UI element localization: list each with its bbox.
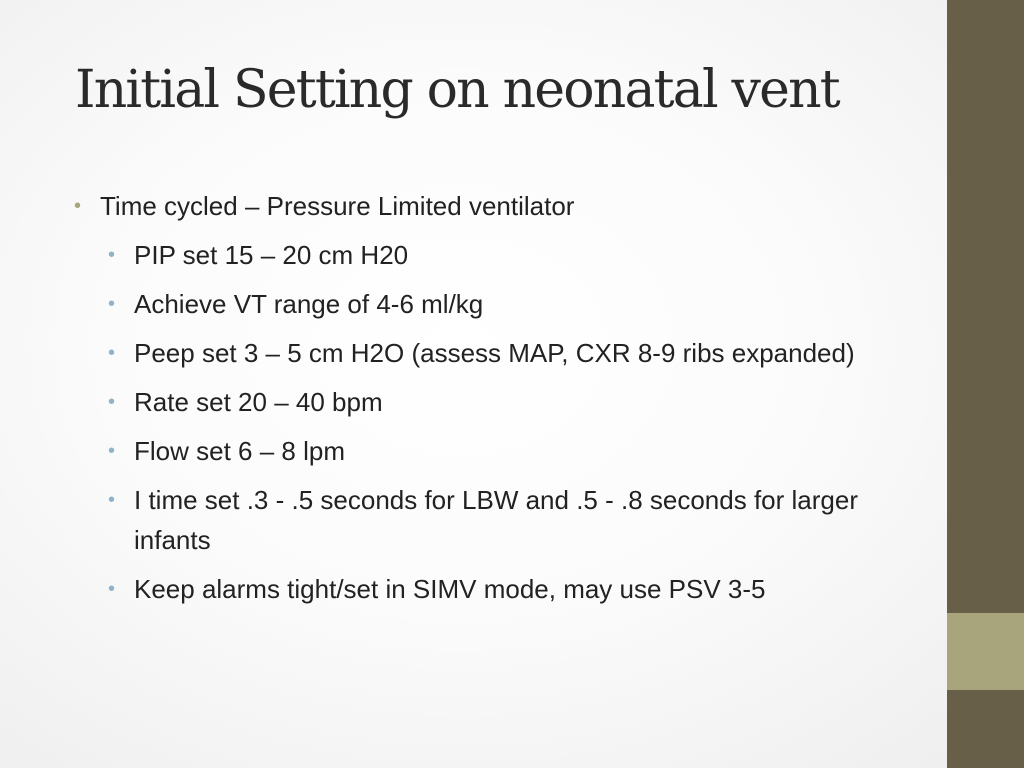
list-item [74,333,894,373]
list-item [74,382,894,422]
list-item [74,235,894,275]
list-item-text: I time set .3 - .5 seconds for LBW and .5 - .8 seconds for larger infants [134,485,858,555]
list-item-text: Time cycled – Pressure Limited ventilator [100,191,575,221]
list-item-text: Rate set 20 – 40 bpm [134,387,383,417]
list-item [74,431,894,471]
slide-title: Initial Setting on neonatal vent [75,60,839,120]
bullet-icon: • [108,440,116,462]
list-item-text: Flow set 6 – 8 lpm [134,436,345,466]
bullet-list [74,186,894,618]
side-accent-block [947,613,1024,690]
bullet-icon: • [108,244,116,266]
list-item-text: Peep set 3 – 5 cm H2O (assess MAP, CXR 8-9 ribs expanded) [134,338,855,368]
bullet-icon: • [108,342,116,364]
list-item [74,284,894,324]
list-item-text: Keep alarms tight/set in SIMV mode, may use PSV 3-5 [134,574,766,604]
list-item [74,480,894,560]
bullet-icon: • [108,578,116,600]
bullet-icon: • [108,391,116,413]
list-item [74,186,894,226]
bullet-icon: • [108,489,116,511]
list-item-text: Achieve VT range of 4-6 ml/kg [134,289,484,319]
bullet-icon: • [74,195,82,217]
bullet-icon: • [108,293,116,315]
list-item-text: PIP set 15 – 20 cm H20 [134,240,409,270]
list-item [74,569,894,609]
